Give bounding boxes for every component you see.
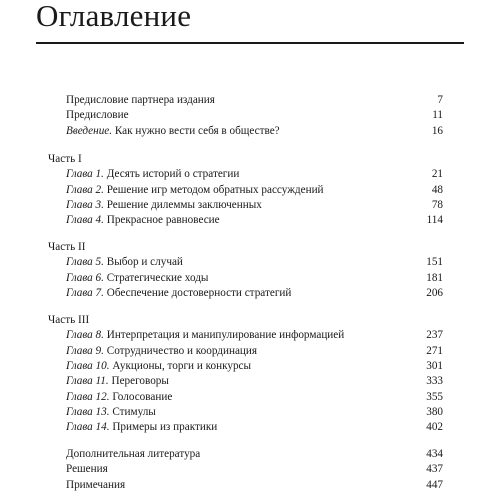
entry-text: Обеспечение достоверности стратегий — [103, 287, 292, 300]
entry-prefix: Глава 8. — [66, 329, 104, 342]
entry-title — [66, 447, 200, 462]
chapter-entry[interactable] — [66, 420, 443, 435]
front-matter-entry[interactable] — [66, 93, 443, 108]
chapter-entry[interactable] — [66, 271, 443, 286]
entry-text: Переговоры — [108, 375, 169, 388]
page-number: 181 — [426, 271, 443, 284]
chapter-entry[interactable] — [66, 198, 443, 213]
page-number: 437 — [426, 463, 443, 476]
front-matter-entry[interactable] — [66, 108, 443, 123]
entry-prefix: Глава 1. — [66, 168, 104, 181]
page-number: 355 — [426, 390, 443, 403]
page-number: 16 — [431, 124, 443, 137]
entry-title — [66, 198, 262, 213]
entry-prefix: Глава 5. — [66, 256, 104, 269]
entry-text: Сотрудничество и координация — [103, 344, 258, 357]
page-number: 11 — [432, 109, 443, 122]
page-title: Оглавление — [36, 0, 192, 33]
page-number: 21 — [431, 168, 443, 181]
entry-prefix: Глава 14. — [66, 421, 110, 434]
part-heading[interactable]: Часть III — [48, 314, 90, 326]
page-number: 206 — [426, 287, 443, 300]
entry-title — [66, 344, 257, 359]
entry-text: Интерпретация и манипулирование информацией — [103, 329, 345, 342]
chapter-entry[interactable] — [66, 183, 443, 198]
entry-title — [66, 167, 239, 182]
entry-text: Дополнительная литература — [66, 448, 201, 460]
entry-title — [66, 93, 215, 108]
chapter-entry[interactable] — [66, 359, 443, 374]
chapter-entry[interactable] — [66, 405, 443, 420]
entry-text: Предисловие партнера издания — [66, 94, 215, 106]
entry-text: Стимулы — [109, 406, 156, 419]
entry-prefix: Глава 10. — [66, 360, 110, 373]
chapter-entry[interactable] — [66, 374, 443, 389]
entry-title — [66, 359, 251, 374]
part-heading[interactable]: Часть I — [48, 153, 82, 165]
chapter-entry[interactable] — [66, 255, 443, 270]
part-heading[interactable]: Часть II — [48, 241, 86, 253]
entry-text: Десять историй о стратегии — [103, 168, 240, 181]
back-matter-entry[interactable] — [66, 478, 443, 493]
back-matter-entry[interactable] — [66, 447, 443, 462]
entry-text: Выбор и случай — [103, 256, 183, 269]
page-number: 447 — [426, 478, 443, 491]
page-number: 271 — [426, 344, 443, 357]
entry-text: Стратегические ходы — [103, 271, 209, 284]
entry-prefix: Глава 12. — [66, 390, 110, 403]
entry-text: Голосование — [109, 390, 173, 403]
back-matter-entry[interactable] — [66, 462, 443, 477]
entry-title — [66, 124, 280, 139]
entry-title — [66, 286, 291, 301]
page-number: 78 — [431, 199, 443, 212]
chapter-entry[interactable] — [66, 344, 443, 359]
entry-title — [66, 374, 169, 389]
entry-prefix: Глава 2. — [66, 183, 104, 196]
entry-title — [66, 420, 217, 435]
chapter-entry[interactable] — [66, 286, 443, 301]
chapter-entry[interactable] — [66, 167, 443, 182]
entry-text: Примечания — [66, 478, 126, 491]
entry-title — [66, 213, 220, 228]
page-number: 333 — [426, 375, 443, 388]
entry-prefix: Введение. — [66, 124, 113, 137]
entry-text: Решение игр методом обратных рассуждений — [103, 183, 324, 196]
entry-title — [66, 255, 183, 270]
entry-prefix: Глава 6. — [66, 271, 104, 284]
page-number: 402 — [426, 421, 443, 434]
entry-prefix: Глава 7. — [66, 287, 104, 300]
entry-prefix: Глава 9. — [66, 344, 104, 357]
entry-title — [66, 328, 344, 343]
chapter-entry[interactable] — [66, 328, 443, 343]
entry-text: Предисловие — [66, 109, 129, 122]
entry-text: Решения — [66, 463, 108, 476]
page-number: 7 — [437, 94, 443, 106]
entry-prefix: Глава 4. — [66, 214, 104, 227]
entry-text: Прекрасное равновесие — [103, 214, 220, 227]
entry-title — [66, 390, 172, 405]
page-number: 434 — [426, 448, 443, 460]
entry-text: Решение дилеммы заключенных — [103, 199, 262, 212]
entry-text: Аукционы, торги и конкурсы — [109, 360, 252, 373]
chapter-entry[interactable] — [66, 213, 443, 228]
entry-title — [66, 405, 156, 420]
entry-text: Как нужно вести себя в обществе? — [112, 124, 280, 137]
chapter-entry[interactable] — [66, 390, 443, 405]
entry-prefix: Глава 13. — [66, 406, 110, 419]
page-number: 48 — [431, 183, 443, 196]
front-matter-entry[interactable] — [66, 124, 443, 139]
page-number: 380 — [426, 406, 443, 419]
entry-prefix: Глава 3. — [66, 199, 104, 212]
page-number: 114 — [426, 214, 443, 227]
page-number: 151 — [426, 256, 443, 269]
page-number: 301 — [426, 360, 443, 373]
entry-title — [66, 478, 125, 493]
entry-title — [66, 271, 208, 286]
entry-text: Примеры из практики — [109, 421, 218, 434]
page-number: 237 — [426, 329, 443, 342]
title-rule — [36, 42, 464, 44]
entry-title — [66, 108, 129, 123]
entry-title — [66, 462, 108, 477]
entry-title — [66, 183, 324, 198]
entry-prefix: Глава 11. — [66, 375, 109, 388]
